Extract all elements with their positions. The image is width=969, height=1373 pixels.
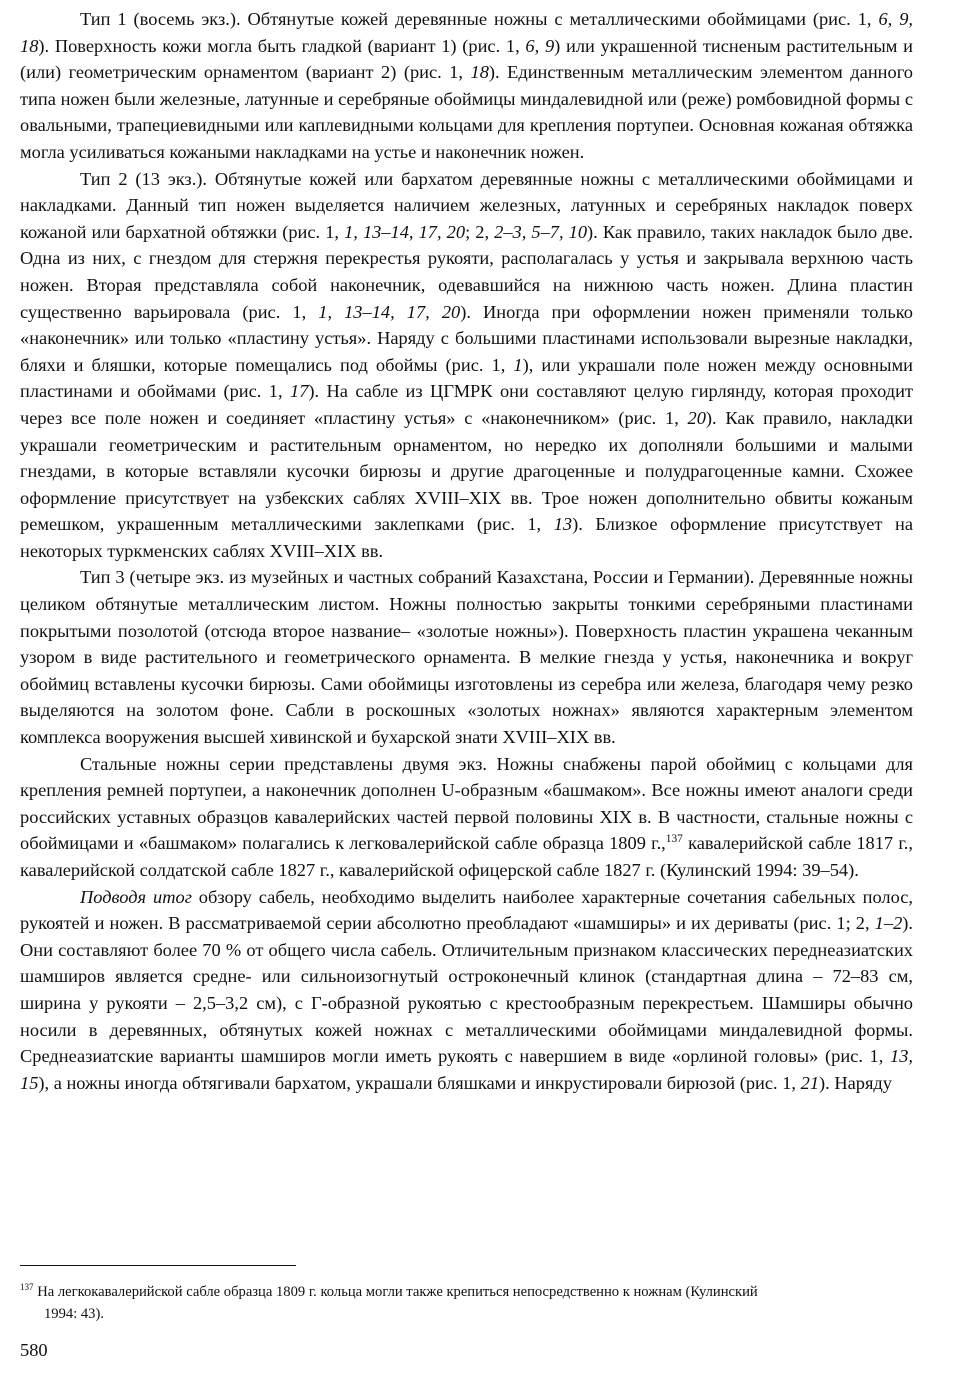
text-span: ). Наряду xyxy=(819,1072,892,1093)
text-span: Тип 3 (четыре экз. из музейных и частных собраний Казахстана, России и Германии). Деревянные ножны целиком обтянутые металлическим листом. Ножны полностью закрыты тонкими серебряными пластинами покрытыми позолотой (отсюда второе название– «золотые ножны»). Поверхность пластин украшена чеканным узором в виде растительного и геометрического орнамента. В мелкие гнезда у устья, наконечника и вокруг обоймиц вставлены кусочки бирюзы. Сами обоймицы изготовлены из серебра или железа, благодаря чему резко выделяются на золотом фоне. Сабли в роскошных «золотых ножнах» являются характерным элементом комплекса вооружения высшей хивинской и бухарской знати XVIII–XIX вв. xyxy=(20,567,913,748)
footnote-separator xyxy=(20,1265,296,1266)
text-span: ). Как правило, накладки украшали геометрическим и растительным орнаментом, но нередко их дополняли большими и малыми гнездами, в которые вставляли кусочки бирюзы и другие драгоценные и полудрагоценные камни. Схожее оформление присутствует на узбекских саблях XVIII–XIX вв. Трое ножен дополнительно обвиты кожаным ремешком, украшенным металлическими заклепками (рис. 1, xyxy=(20,407,914,535)
paragraph-type-1 xyxy=(20,6,913,166)
text-span: ), а ножны иногда обтягивали бархатом, украшали бляшками и инкрустировали бирюзой (рис. 1, xyxy=(38,1072,801,1093)
figure-ref: 13 xyxy=(553,514,573,535)
text-span: ), или украшали поле ножен между основными пластинами и обоймами (рис. 1, xyxy=(20,354,913,402)
figure-ref: 18 xyxy=(470,62,489,83)
text-span: Тип 2 (13 экз.). Обтянутые кожей или бархатом деревянные ножны с металлическими обоймицами и накладками. Данный тип ножен выделяется наличием железных, латунных и серебряных накладок поверх кожаной или бархатной обтяжки (рис. 1, xyxy=(20,168,913,242)
figure-ref: 1–2 xyxy=(874,913,903,934)
footnote-ref[interactable]: 137 xyxy=(665,833,683,846)
footnote-number: 137 xyxy=(20,1282,34,1293)
text-span: Тип 1 (восемь экз.). Обтянутые кожей деревянные ножны с металлическими обоймицами (рис. 1, xyxy=(80,9,879,29)
text-span: ). Единственным металлическим элементом данного типа ножен были железные, латунные и серебряные обоймицы миндалевидной или (реже) ромбовидной формы с овальными, трапециевидными или каплевидными кольцами для крепления портупеи. Основная кожаная обтяжка могла усиливаться кожаными накладками на устье и наконечник ножен. xyxy=(20,62,913,162)
paragraph-type-3 xyxy=(20,564,913,750)
figure-ref: 1, 13–14, 17, 20 xyxy=(318,301,461,322)
text-span: кавалерийской сабле 1817 г., кавалерийской солдатской сабле 1827 г., кавалерийской офицерской сабле 1827 г. (Кулинский 1994: 39–54). xyxy=(20,833,913,880)
text-span: ). Как правило, таких накладок было две. Одна из них, с гнездом для стержня перекрестья рукояти, располагалась у устья и закрывала верхнюю часть ножен. Вторая представляла собой наконечник, одевавшийся на нижнюю часть ножен. Длина пластин существенно варьировала (рис. 1, xyxy=(20,221,913,322)
paragraph-steel-scabbards xyxy=(20,751,913,884)
text-span: ) или украшенной тисненым растительным и (или) геометрическим орнаментом (вариант 2) (рис. 1, xyxy=(20,35,913,83)
footnote-text: На легкокавалерийской сабле образца 1809 г. кольца могли также крепиться непосредственно к ножнам (Кулинский xyxy=(33,1284,758,1300)
text-span: Стальные ножны серии представлены двумя экз. Ножны снабжены парой обоймиц с кольцами для крепления ремней портупеи, а наконечник дополнен U-образным «башмаком». Все ножны имеют аналоги среди российских уставных образцов кавалерийских частей первой половины XIX в. В частности, стальные ножны с обоймицами и «башмаком» полагались к легковалерийской сабле образца 1809 г., xyxy=(20,753,913,854)
text-span: обзору сабель, необходимо выделить наиболее характерные сочетания сабельных полос, рукоятей и ножен. В рассматриваемой серии абсолютно преобладают «шамширы» и их дериваты (рис. 1; 2, xyxy=(20,886,913,934)
figure-ref: 1, 13–14, 17, 20 xyxy=(344,221,466,242)
footnote-text-continued: 1994: 43). xyxy=(44,1306,104,1322)
figure-ref: 6, 9, 18 xyxy=(20,9,913,56)
paragraph-summary xyxy=(20,884,913,1097)
text-span: ; 2, xyxy=(465,221,495,242)
figure-ref: 17 xyxy=(290,381,309,402)
figure-ref: 21 xyxy=(800,1072,820,1093)
text-span: ). Иногда при оформлении ножен применяли только «наконечник» или только «пластину устья». Наряду с большими пластинами использовали вырезные накладки, бляхи и бляшки, которые помещались под обоймы (рис. 1, xyxy=(20,301,913,375)
body-text xyxy=(20,6,913,1096)
footnote-line xyxy=(20,1281,913,1303)
page-number: 580 xyxy=(20,1340,48,1360)
text-span: ). Близкое оформление присутствует на некоторых туркменских саблях XVIII–XIX вв. xyxy=(20,514,913,561)
figure-ref: 13, 15 xyxy=(20,1046,913,1093)
figure-ref: 6, 9 xyxy=(525,35,555,56)
text-span: ). На сабле из ЦГМРК они составляют целую гирлянду, которая проходит через все поле ножен и соединяет «пластину устья» с «наконечником» (рис. 1, xyxy=(20,381,913,428)
italic-lead: Подводя итог xyxy=(80,886,192,907)
footnote xyxy=(20,1281,913,1325)
text-span: ). Они составляют более 70 % от общего числа сабель. Отличительным признаком классических переднеазиатских шамширов является средне- или сильноизогнутый остроконечный клинок (стандартная длина – 72–83 см, ширина у рукояти – 2,5–3,2 см), с Г-образной рукоятью с крестообразным перекрестьем. Шамширы обычно носили в деревянных, обтянутых кожей ножнах с металлическими обоймицами миндалевидной формы. Среднеазиатские варианты шамширов могли иметь рукоять с навершием в виде «орлиной головы» (рис. 1, xyxy=(20,913,913,1067)
paragraph-type-2 xyxy=(20,166,913,565)
figure-ref: 1 xyxy=(513,354,523,375)
figure-ref: 20 xyxy=(687,407,706,428)
figure-ref: 2–3, 5–7, 10 xyxy=(494,221,588,242)
text-span: ). Поверхность кожи могла быть гладкой (вариант 1) (рис. 1, xyxy=(38,35,526,56)
